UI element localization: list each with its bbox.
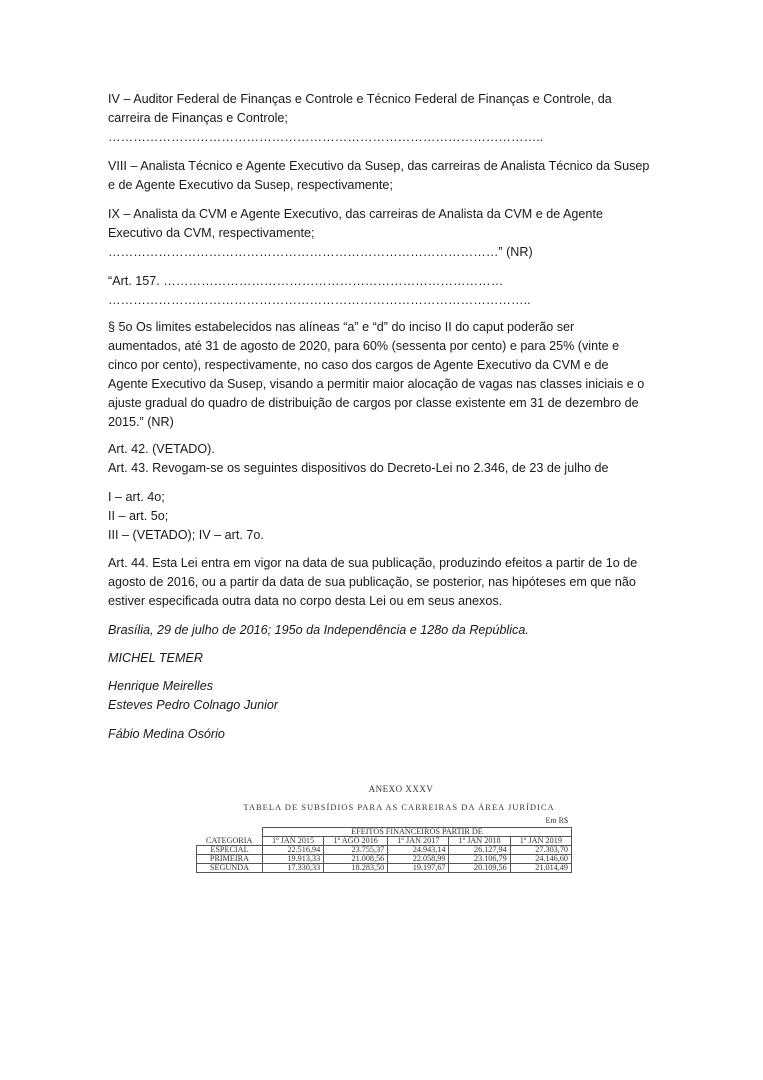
text-line: Agente Executivo da Susep, visando a permitir maior alocação de vagas nas classes iniciais e o (108, 377, 645, 391)
category-header: CATEGORIA (197, 828, 263, 846)
paragraph-ix (108, 205, 656, 262)
text-line: Brasília, 29 de julho de 2016; 195o da Independência e 128o da República. (108, 623, 529, 637)
text-line: …………………………………………………………………………………” (NR) (108, 245, 533, 259)
value-cell: 19.913,33 (262, 855, 323, 864)
annex-title: ANEXO XXXV (368, 784, 434, 794)
table-header-row (197, 828, 572, 837)
text-line: VIII – Analista Técnico e Agente Executivo da Susep, das carreiras de Analista Técnico da Susep (108, 159, 650, 173)
paragraph-viii (108, 157, 656, 195)
category-cell: SEGUNDA (197, 864, 263, 873)
paragraph-art-157 (108, 272, 656, 310)
table-row (197, 864, 572, 873)
text-line: ………………………………………………………………………………………….. (108, 130, 544, 144)
value-cell: 19.197,67 (388, 864, 449, 873)
paragraph-section-5 (108, 318, 656, 432)
annex-subtitle: TABELA DE SUBSÍDIOS PARA AS CARREIRAS DA ÁREA JURÍDICA (243, 802, 555, 812)
text-line: 2015.” (NR) (108, 415, 174, 429)
paragraph-iv (108, 90, 656, 147)
value-cell: 26.127,94 (449, 846, 510, 855)
category-cell: ESPECIAL (197, 846, 263, 855)
text-line: cinco por cento), respectivamente, no caso dos cargos de Agente Executivo da CVM e de (108, 358, 609, 372)
text-line: IV – Auditor Federal de Finanças e Controle e Técnico Federal de Finanças e Controle, da (108, 92, 612, 106)
column-header: 1º JAN 2019 (510, 837, 571, 846)
minister-signature-3 (108, 725, 656, 744)
text-line: § 5o Os limites estabelecidos nas alíneas “a” e “d” do inciso II do caput poderão ser (108, 320, 575, 334)
text-line: “Art. 157. ……………………………………………………………………… (108, 274, 504, 288)
text-line: MICHEL TEMER (108, 651, 203, 665)
text-line: III – (VETADO); IV – art. 7o. (108, 528, 264, 542)
text-line: agosto de 2016, ou a partir da data de sua publicação, se posterior, nas hipóteses em que não (108, 575, 636, 589)
value-cell: 22.516,94 (262, 846, 323, 855)
value-cell: 17.330,33 (262, 864, 323, 873)
text-line: Executivo da CVM, respectivamente; (108, 226, 315, 240)
value-cell: 21.014,49 (510, 864, 571, 873)
value-cell: 21.008,56 (324, 855, 388, 864)
annex-xxxv (196, 784, 576, 873)
text-line: ……………………………………………………………………………………….. (108, 293, 531, 307)
text-line: Art. 44. Esta Lei entra em vigor na data de sua publicação, produzindo efeitos a partir de 1o de (108, 556, 638, 570)
column-header: 1º JAN 2018 (449, 837, 510, 846)
table-row (197, 846, 572, 855)
group-header: EFEITOS FINANCEIROS PARTIR DE (262, 828, 571, 837)
category-cell: PRIMEIRA (197, 855, 263, 864)
value-cell: 27.303,70 (510, 846, 571, 855)
value-cell: 20.109,56 (449, 864, 510, 873)
value-cell: 24.943,14 (388, 846, 449, 855)
date-line (108, 621, 656, 640)
column-header: 1º JAN 2017 (388, 837, 449, 846)
value-cell: 24.146,60 (510, 855, 571, 864)
text-line: estiver especificada outra data no corpo desta Lei ou em seus anexos. (108, 594, 503, 608)
text-line: Esteves Pedro Colnago Junior (108, 698, 279, 712)
text-line: II – art. 5o; (108, 509, 169, 523)
paragraph-art-44 (108, 554, 656, 611)
paragraph-revoked-items (108, 488, 656, 545)
text-line: IX – Analista da CVM e Agente Executivo, das carreiras de Analista da CVM e de Agente (108, 207, 603, 221)
text-line: e de Agente Executivo da Susep, respectivamente; (108, 178, 393, 192)
column-header: 1º JAN 2015 (262, 837, 323, 846)
value-cell: 22.058,99 (388, 855, 449, 864)
column-header: 1º AGO 2016 (324, 837, 388, 846)
text-line: ajuste gradual do quadro de distribuição de cargos por classe existente em 31 de dezembro de (108, 396, 639, 410)
text-line: I – art. 4o; (108, 490, 165, 504)
ministers-signatures (108, 677, 656, 715)
table-row (197, 855, 572, 864)
text-line: Art. 42. (VETADO). (108, 442, 215, 456)
value-cell: 18.283,50 (324, 864, 388, 873)
text-line: carreira de Finanças e Controle; (108, 111, 288, 125)
annex-currency: Em R$ (545, 816, 568, 825)
text-line: Henrique Meirelles (108, 679, 213, 693)
president-signature (108, 649, 656, 668)
text-line: Art. 43. Revogam-se os seguintes dispositivos do Decreto-Lei no 2.346, de 23 de julho de (108, 461, 609, 475)
value-cell: 23.106,79 (449, 855, 510, 864)
paragraph-art-42-43 (108, 440, 656, 478)
text-line: Fábio Medina Osório (108, 727, 225, 741)
value-cell: 23.755,37 (324, 846, 388, 855)
subsidy-table (196, 827, 572, 873)
text-line: aumentados, até 31 de agosto de 2020, para 60% (sessenta por cento) e para 25% (vinte e (108, 339, 620, 353)
